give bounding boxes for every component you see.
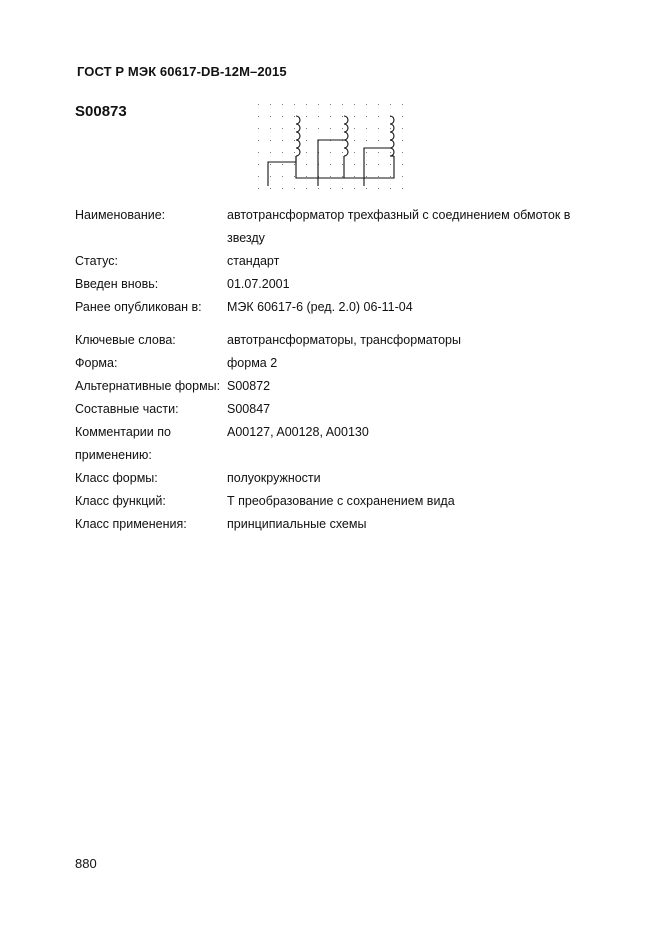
field-label: Комментарии по применению: [75, 425, 171, 462]
field-row-introduced [75, 273, 575, 296]
field-row-application-notes [75, 421, 575, 467]
attributes-list [75, 204, 575, 536]
field-value: принципиальные схемы [227, 517, 367, 531]
field-value: форма 2 [227, 356, 278, 370]
field-value: S00847 [227, 402, 271, 416]
field-row-function-class [75, 490, 575, 513]
field-value: полуокружности [227, 471, 321, 485]
field-label: Статус: [75, 254, 118, 268]
field-label: Ключевые слова: [75, 333, 176, 347]
field-value: S00872 [227, 379, 271, 393]
field-value: стандарт [227, 254, 280, 268]
field-value: A00127, A00128, A00130 [227, 425, 369, 439]
field-row-alternative-forms [75, 375, 575, 398]
field-row-shape-class [75, 467, 575, 490]
field-label: Класс функций: [75, 494, 166, 508]
three-phase-star-autotransformer-icon [250, 100, 410, 205]
field-label: Альтернативные формы: [75, 379, 221, 393]
field-value: 01.07.2001 [227, 277, 290, 291]
field-row-form [75, 352, 575, 375]
field-row-name [75, 204, 575, 250]
field-label: Наименование: [75, 208, 166, 222]
field-value: автотрансформаторы, трансформаторы [227, 333, 461, 347]
field-label: Класс применения: [75, 517, 187, 531]
document-header: ГОСТ Р МЭК 60617-DB-12M–2015 [77, 64, 287, 79]
field-row-previously-published [75, 296, 575, 319]
field-row-components [75, 398, 575, 421]
field-label: Введен вновь: [75, 277, 159, 291]
page-number: 880 [75, 856, 97, 871]
field-label: Ранее опубликован в: [75, 300, 202, 314]
field-value: автотрансформатор трехфазный с соединением обмоток в звезду [227, 208, 571, 245]
field-row-status [75, 250, 575, 273]
field-label: Форма: [75, 356, 118, 370]
field-label: Составные части: [75, 402, 179, 416]
field-label: Класс формы: [75, 471, 158, 485]
symbol-code: S00873 [75, 103, 127, 120]
field-value: Т преобразование с сохранением вида [227, 494, 455, 508]
field-row-application-class [75, 513, 575, 536]
field-row-keywords [75, 329, 575, 352]
field-value: МЭК 60617-6 (ред. 2.0) 06-11-04 [227, 300, 413, 314]
